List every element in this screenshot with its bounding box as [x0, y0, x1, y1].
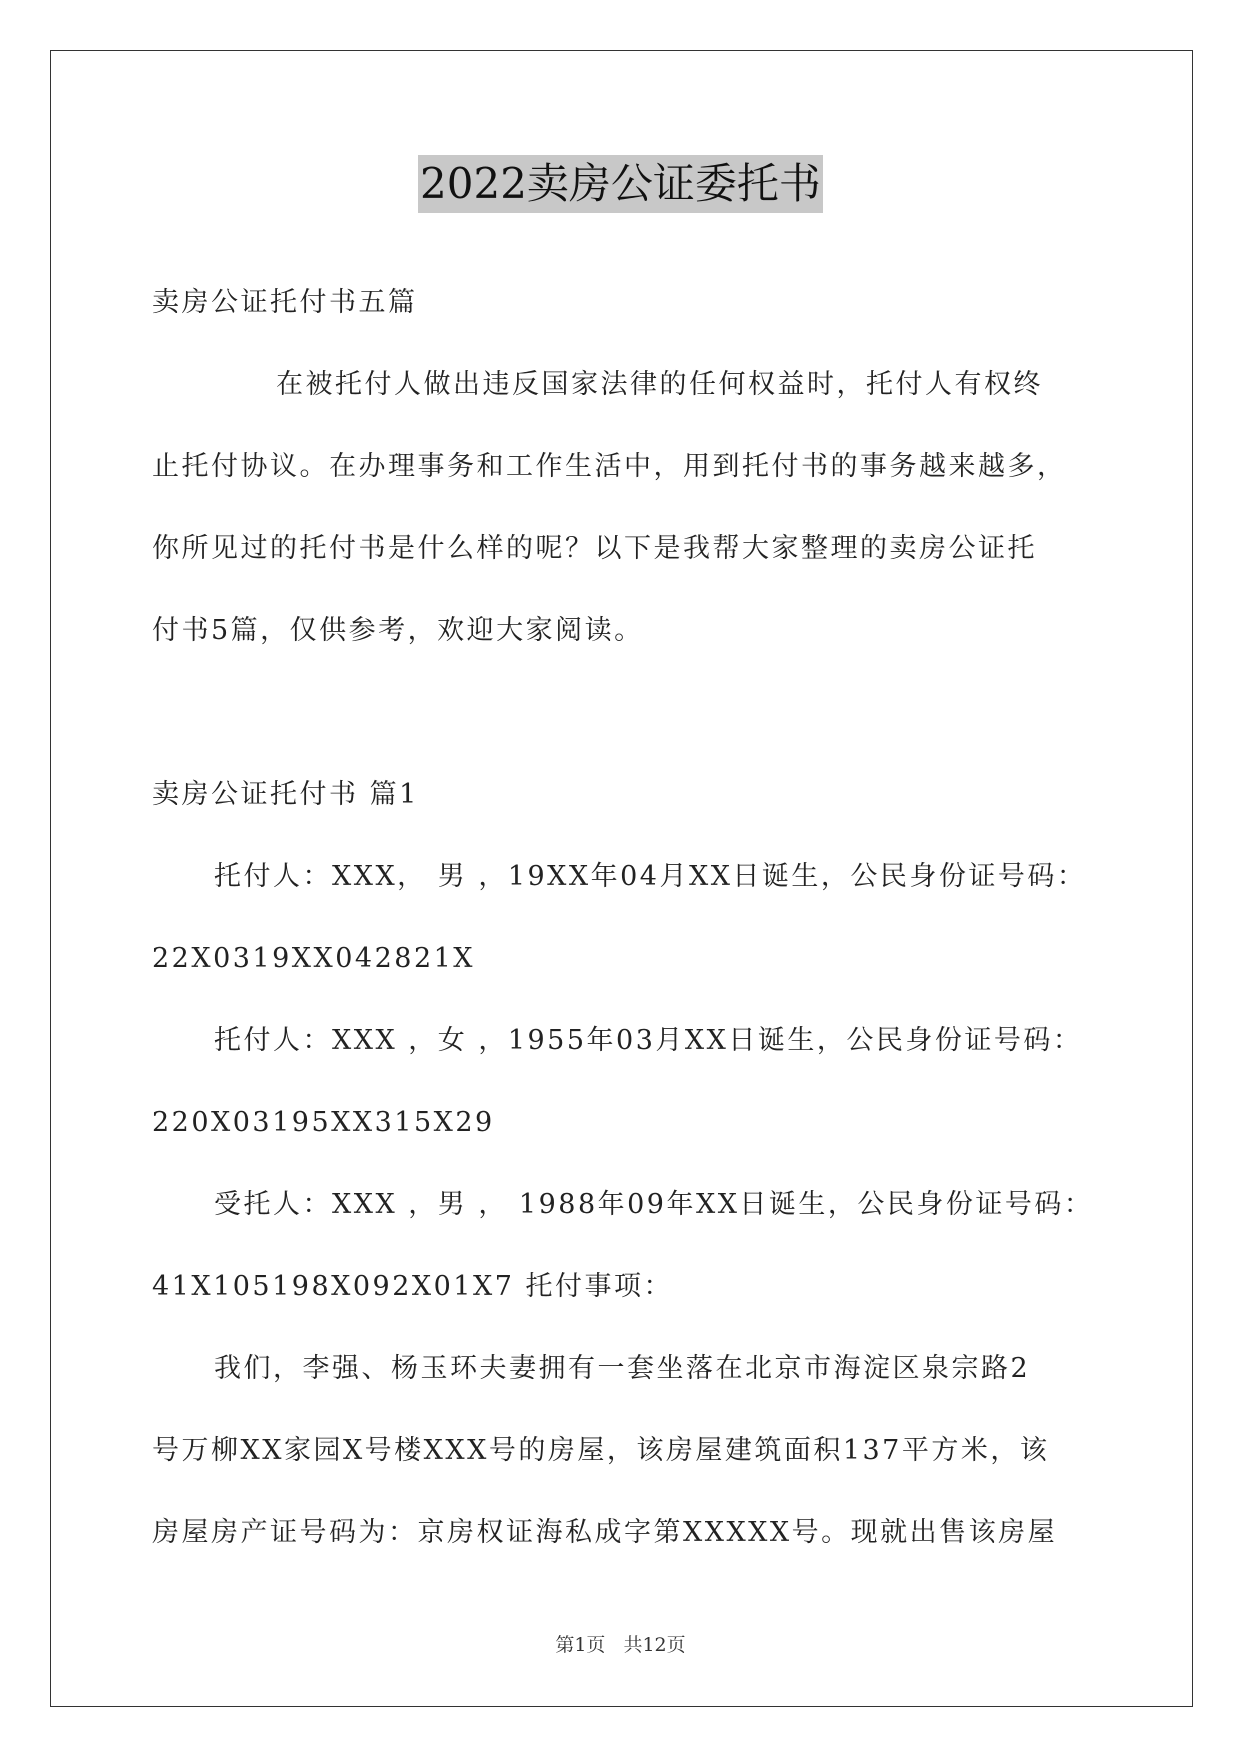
paragraph-line: 托付人：XXX， 男 ，19XX年04月XX日诞生，公民身份证号码：	[214, 861, 1087, 892]
document-body	[152, 262, 1097, 1574]
paragraph-line: 220X03195XX315X29	[152, 1107, 495, 1138]
paragraph-line: 止托付协议。在办理事务和工作生活中，用到托付书的事务越来越多，	[152, 451, 1067, 482]
subtitle-line: 卖房公证托付书五篇	[152, 287, 418, 318]
paragraph-line: 你所见过的托付书是什么样的呢？以下是我帮大家整理的卖房公证托	[152, 533, 1037, 564]
paragraph-line: 房屋房产证号码为：京房权证海私成字第XXXXX号。现就出售该房屋	[152, 1517, 1058, 1548]
blank-line	[152, 672, 1097, 754]
paragraph-line: 41X105198X092X01X7 托付事项：	[152, 1271, 673, 1302]
page-total: 共12页	[623, 1634, 686, 1656]
paragraph-line: 在被托付人做出违反国家法律的任何权益时，托付人有权终	[276, 369, 1043, 400]
paragraph-line: 托付人：XXX ，女 ，1955年03月XX日诞生，公民身份证号码：	[214, 1025, 1083, 1056]
page-number: 第1页	[555, 1634, 606, 1656]
paragraph-line: 22X0319XX042821X	[152, 943, 476, 974]
section-heading: 卖房公证托付书 篇1	[152, 779, 419, 810]
paragraph-line: 付书5篇，仅供参考，欢迎大家阅读。	[152, 615, 644, 646]
page-footer	[0, 1630, 1241, 1657]
title-container	[0, 155, 1241, 213]
paragraph-line: 受托人：XXX ，男 ， 1988年09年XX日诞生，公民身份证号码：	[214, 1189, 1094, 1220]
paragraph-line: 号万柳XX家园X号楼XXX号的房屋，该房屋建筑面积137平方米，该	[152, 1435, 1050, 1466]
document-title: 2022卖房公证委托书	[418, 155, 823, 213]
paragraph-line: 我们，李强、杨玉环夫妻拥有一套坐落在北京市海淀区泉宗路2	[214, 1353, 1031, 1384]
